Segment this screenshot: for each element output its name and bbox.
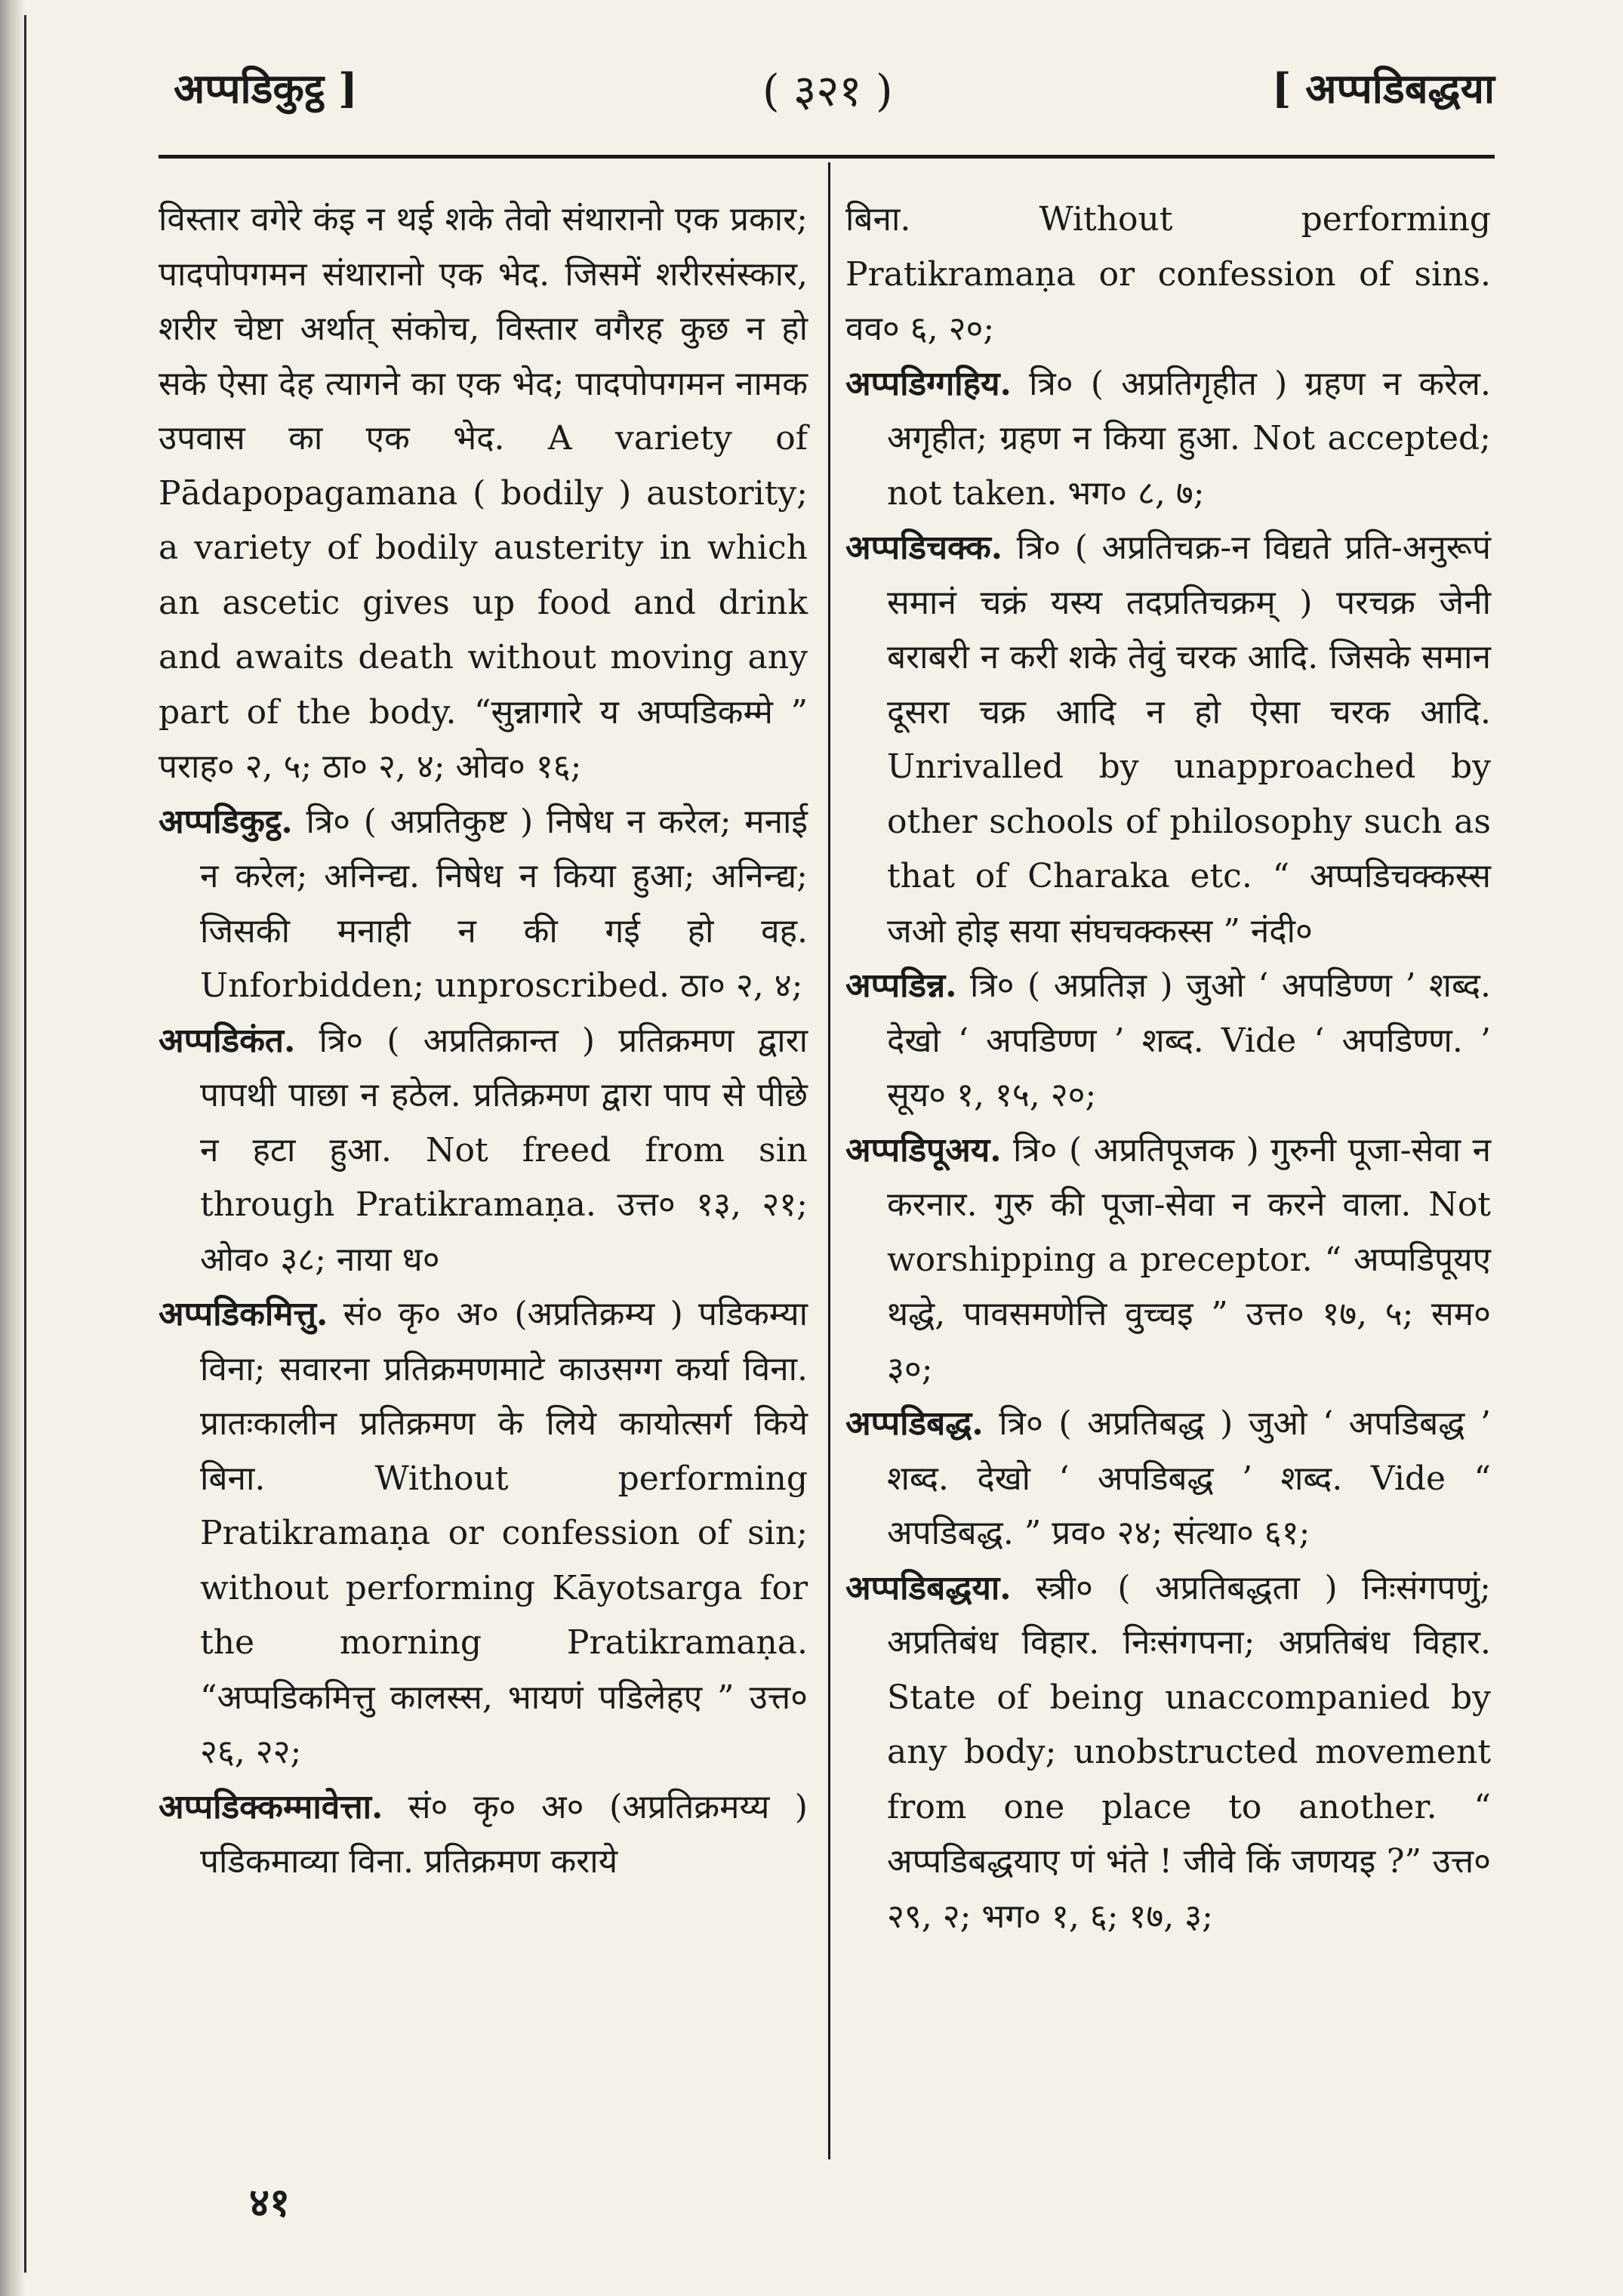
entry-headword: अप्पडिपूअय. bbox=[845, 1130, 1002, 1170]
dictionary-entry bbox=[159, 1014, 808, 1288]
entry-headword: अप्पडिकुट्ठ. bbox=[159, 802, 293, 841]
entry-continuation bbox=[845, 193, 1491, 357]
page-number: ( ३२१ ) bbox=[762, 65, 893, 116]
entry-body: त्रि० ( अप्रतिज्ञ ) जुओ ‘ अपडिण्ण ’ शब्द. देखो ‘ अपडिण्ण ’ शब्द. Vide ‘ अपडिण्ण. ’ सूय० १, १५, २०; bbox=[887, 966, 1491, 1114]
dictionary-entry bbox=[159, 1780, 808, 1890]
entry-headword: अप्पडिचक्क. bbox=[845, 529, 1003, 567]
header-rule bbox=[159, 155, 1495, 159]
entry-body: त्रि० ( अप्रतिबद्ध ) जुओ ‘ अपडिबद्ध ’ शब्द. देखो ‘ अपडिबद्ध ’ शब्द. Vide “ अपडिबद्ध. ” प्रव० २४; संत्था० ६१; bbox=[887, 1404, 1491, 1552]
column-divider bbox=[828, 162, 830, 2159]
page-edge-line bbox=[24, 15, 26, 2273]
entry-continuation bbox=[159, 193, 808, 795]
entry-body: त्रि० ( अप्रतिकुष्ट ) निषेध न करेल; मनाई न करेल; अनिन्द्य. निषेध न किया हुआ; अनिन्द्य; जिसकी मनाही न की गई हो वह. Unforbidden; unproscribed. ठा० २, ४; bbox=[200, 802, 808, 1005]
page-header bbox=[159, 59, 1495, 127]
header-right-guideword: [ अप्पडिबद्धया bbox=[1271, 64, 1495, 112]
entry-headword: अप्पडिन्न. bbox=[845, 966, 957, 1005]
header-left-guideword: अप्पडिकुट्ठ ] bbox=[174, 64, 358, 112]
entry-body: बिना. Without performing Pratikramaṇa or confession of sins. वव० ६, २०; bbox=[845, 200, 1491, 348]
left-column bbox=[159, 193, 808, 1890]
entry-headword: अप्पडिबद्ध. bbox=[845, 1404, 984, 1443]
dictionary-entry bbox=[845, 959, 1491, 1123]
right-column bbox=[845, 193, 1491, 1944]
dictionary-entry bbox=[845, 357, 1491, 522]
dictionary-entry bbox=[845, 1561, 1491, 1945]
printer-signature-mark: ४१ bbox=[249, 2180, 291, 2226]
dictionary-entry bbox=[845, 1123, 1491, 1398]
entry-body: त्रि० ( अप्रतिक्रान्त ) प्रतिक्रमण द्वारा पापथी पाछा न हठेल. प्रतिक्रमण द्वारा पाप से पीछे न हटा हुआ. Not freed from sin through Pratikramaṇa. उत्त० १३, २१; ओव० ३८; नाया ध० bbox=[200, 1021, 808, 1279]
dictionary-entry bbox=[159, 1287, 808, 1780]
entry-headword: अप्पडिक्कम्मावेत्ता. bbox=[159, 1787, 383, 1826]
page-edge-shadow bbox=[0, 0, 26, 2296]
entry-headword: अप्पडिकमित्तु. bbox=[159, 1295, 328, 1333]
entry-body: त्रि० ( अप्रतिचक्र-न विद्यते प्रति-अनुरूपं समानं चक्रं यस्य तदप्रतिचक्रम् ) परचक्र जेनी बराबरी न करी शके तेवुं चरक आदि. जिसके समान दूसरा चक्र आदि न हो ऐसा चरक आदि. Unrivalled by unapproached by other schools of philosophy such as that of Charaka etc. “ अप्पडिचक्कस्स जओ होइ सया संघचक्कस्स ” नंदी० bbox=[887, 529, 1491, 951]
entry-body: त्रि० ( अप्रतिपूजक ) गुरुनी पूजा-सेवा न करनार. गुरु की पूजा-सेवा न करने वाला. Not worshipping a preceptor. “ अप्पडिपूयए थद्धे, पावसमणेत्ति वुच्चइ ” उत्त० १७, ५; सम० ३०; bbox=[887, 1130, 1491, 1388]
dictionary-entry bbox=[159, 795, 808, 1014]
dictionary-entry bbox=[845, 521, 1491, 959]
entry-headword: अप्पडिकंत. bbox=[159, 1021, 296, 1060]
entry-body: स्त्री० ( अप्रतिबद्धता ) निःसंगपणुं; अप्रतिबंध विहार. निःसंगपना; अप्रतिबंध विहार. State of being unaccompanied by any body; unobstructed movement from one place to another. “ अप्पडिबद्धयाए णं भंते ! जीवे किं जणयइ ?” उत्त० २९, २; भग० १, ६; १७, ३; bbox=[887, 1568, 1491, 1936]
entry-headword: अप्पडिग्गहिय. bbox=[845, 364, 1012, 403]
entry-body: विस्तार वगेरे कंइ न थई शके तेवो संथारानो एक प्रकार; पादपोपगमन संथारानो एक भेद. जिसमें शरीरसंस्कार, शरीर चेष्टा अर्थात् संकोच, विस्तार वगैरह कुछ न हो सके ऐसा देह त्यागने का एक भेद; पादपोपगमन नामक उपवास का एक भेद. A variety of Pādapopagamana ( bodily ) austority; a variety of bodily austerity in which an ascetic gives up food and drink and awaits death without moving any part of the body. “सुन्नागारे य अप्पडिकम्मे ” पराह० २, ५; ठा० २, ४; ओव० १६; bbox=[159, 200, 808, 786]
entry-body: त्रि० ( अप्रतिगृहीत ) ग्रहण न करेल. अगृहीत; ग्रहण न किया हुआ. Not accepted; not taken. भग० ८, ७; bbox=[887, 364, 1491, 513]
entry-headword: अप्पडिबद्धया. bbox=[845, 1568, 1012, 1607]
entry-body: सं० कृ० अ० (अप्रतिक्रम्य ) पडिकम्या विना; सवारना प्रतिक्रमणमाटे काउसग्ग कर्या विना. प्रातःकालीन प्रतिक्रमण के लिये कायोत्सर्ग किये बिना. Without performing Pratikramaṇa or confession of sin; without performing Kāyotsarga for the morning Pratikramaṇa. “अप्पडिकमित्तु कालस्स, भायणं पडिलेहए ” उत्त० २६, २२; bbox=[200, 1295, 808, 1771]
entry-body: सं० कृ० अ० (अप्रतिक्रमय्य ) पडिकमाव्या विना. प्रतिक्रमण कराये bbox=[200, 1787, 808, 1881]
dictionary-entry bbox=[845, 1397, 1491, 1561]
